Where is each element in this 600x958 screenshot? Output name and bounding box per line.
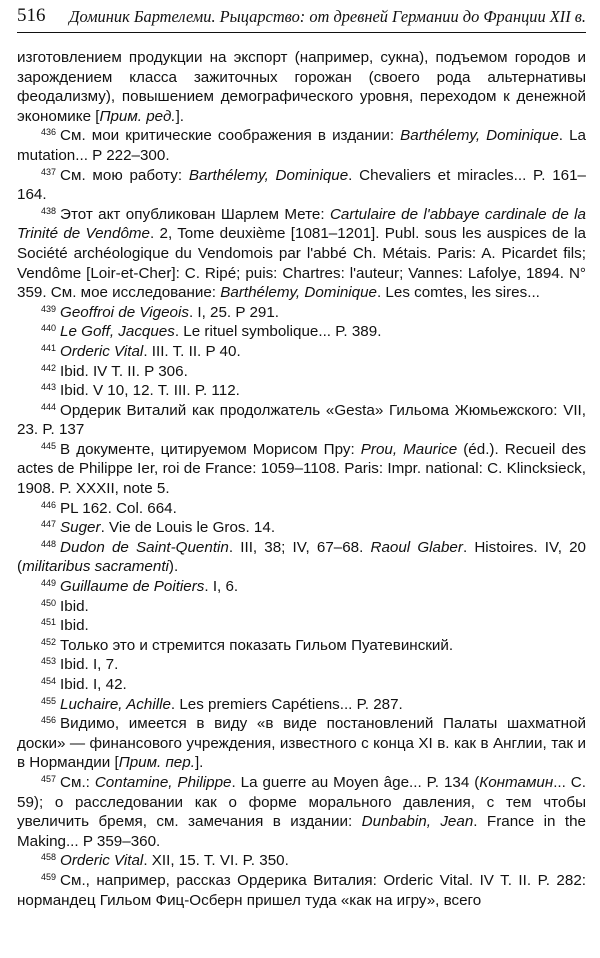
- footnote-number: 459: [41, 871, 57, 882]
- footnote-number: 458: [41, 852, 57, 863]
- footnote-444: [17, 401, 586, 440]
- header-rule: [17, 32, 586, 33]
- running-title: Доминик Бартелеми. Рыцарство: от древней Германии до Франции XII в.: [69, 7, 586, 26]
- footnote-453: [17, 655, 586, 675]
- footnote-452: [17, 636, 586, 656]
- footnote-number: 440: [41, 323, 57, 334]
- italic-segment: Prou, Maurice: [360, 440, 458, 458]
- italic-segment: Guillaume de Poitiers: [60, 578, 205, 596]
- italic-segment: Geoffroi de Vigeois: [60, 303, 189, 321]
- footnote-436: [17, 126, 586, 165]
- italic-segment: Luchaire, Achille: [60, 695, 171, 713]
- text-segment: ).: [168, 558, 179, 576]
- page-header: [17, 6, 586, 30]
- italic-segment: Контамин: [479, 773, 554, 791]
- footnote-448: [17, 538, 586, 577]
- text-segment: . I, 25. P 291.: [188, 303, 280, 321]
- footnote-number: 439: [41, 303, 57, 314]
- italic-segment: Dunbabin, Jean: [361, 813, 474, 831]
- footnote-number: 444: [41, 401, 57, 412]
- footnote-437: [17, 166, 586, 205]
- italic-segment: Barthélemy, Dominique: [220, 284, 377, 302]
- footnote-457: [17, 773, 586, 851]
- text-segment: Видимо, имеется в виду «в виде постановлений Палаты шахматной доски» — финансового учреждения, известного с конца XI в. как в Англии, так и в Нормандии [: [17, 715, 586, 772]
- footnote-439: [17, 303, 586, 323]
- text-segment: Этот акт опубликован Шарлем Мете:: [60, 205, 330, 223]
- text-segment: В документе, цитируемом Морисом Пру:: [60, 440, 361, 458]
- text-segment: ].: [175, 107, 185, 125]
- footnote-number: 443: [41, 382, 57, 393]
- text-segment: PL 162. Col. 664.: [60, 499, 177, 517]
- footnote-450: [17, 597, 586, 617]
- text-segment: Ibid. I, 7.: [60, 656, 119, 674]
- footnote-number: 445: [41, 440, 57, 451]
- text-segment: . Chevaliers et miracles... P. 161–164.: [17, 166, 587, 204]
- footnote-number: 457: [41, 773, 57, 784]
- footnote-454: [17, 675, 586, 695]
- italic-segment: Contamine, Philippe: [94, 773, 232, 791]
- footnote-441: [17, 342, 586, 362]
- footnote-number: 452: [41, 636, 57, 647]
- footnote-number: 447: [41, 519, 57, 530]
- text-segment: Ibid.: [60, 597, 89, 615]
- italic-segment: Raoul Glaber: [370, 538, 463, 556]
- footnote-449: [17, 577, 586, 597]
- text-segment: . Les premiers Capétiens... P. 287.: [170, 695, 403, 713]
- footnote-442: [17, 362, 586, 382]
- footnote-459: [17, 871, 586, 910]
- text-segment: . XII, 15. T. VI. P. 350.: [143, 852, 289, 870]
- continuation-paragraph: [17, 48, 586, 126]
- text-segment: . France in the Making... P 359–360.: [17, 813, 586, 850]
- italic-segment: Barthélemy, Dominique: [400, 127, 559, 145]
- footnote-number: 437: [41, 166, 57, 177]
- italic-segment: Orderic Vital: [60, 342, 144, 360]
- footnote-458: [17, 851, 586, 871]
- text-segment: . III. T. II. P 40.: [143, 342, 241, 360]
- text-segment: ... С. 59); о расследовании как о форме морального давления, с тем чтобы увеличить бремя, см. замечания в издании:: [17, 773, 586, 831]
- italic-segment: Orderic Vital: [60, 852, 144, 870]
- text-segment: . 2, Tome deuxième [1081–1201]. Publ. sous les auspices de la Société archéologique du Vendomois par l'abbé Ch. Métais. Paris: A. Picardet fils; Vendôme [Loir-et-Cher]: C. Ripé; puis: Chartres: l'auteur; Vannes: Lafolye, 1894. N° 359. См. мое исследование:: [17, 225, 586, 302]
- page-number: 516: [17, 5, 46, 26]
- text-segment: изготовлением продукции на экспорт (например, сукна), подъемом городов и зарождением класса зажиточных горожан (своего рода альтернативы феодализму), повышением демографического уровня, переходом к денежной экономике [: [17, 49, 586, 125]
- italic-segment: militaribus sacramenti: [22, 558, 169, 576]
- footnote-number: 448: [41, 538, 57, 549]
- text-segment: . La mutation... P 222–300.: [17, 127, 586, 164]
- footnote-number: 455: [41, 695, 57, 706]
- footnote-447: [17, 518, 586, 538]
- italic-segment: Dudon de Saint-Quentin: [60, 538, 229, 556]
- footnote-number: 438: [41, 205, 57, 216]
- text-segment: См. мою работу:: [60, 166, 189, 184]
- footnote-443: [17, 381, 586, 401]
- footnote-451: [17, 616, 586, 636]
- footnote-number: 451: [41, 617, 57, 628]
- text-segment: Ibid. V 10, 12. T. III. P. 112.: [60, 382, 240, 400]
- text-segment: . Les comtes, les sires...: [376, 284, 540, 302]
- italic-segment: Le Goff, Jacques: [60, 323, 175, 341]
- text-segment: Ордерик Виталий как продолжатель «Gesta» Гильома Жюмьежского: VII, 23. P. 137: [17, 401, 586, 439]
- footnote-number: 456: [41, 715, 57, 726]
- italic-segment: Suger: [60, 519, 101, 537]
- footnotes-body: [17, 48, 586, 910]
- footnote-446: [17, 499, 586, 519]
- footnote-number: 450: [41, 597, 57, 608]
- text-segment: См.:: [60, 773, 95, 791]
- text-segment: См. мои критические соображения в издании:: [60, 127, 401, 145]
- text-segment: . Vie de Louis le Gros. 14.: [100, 519, 276, 537]
- footnote-445: [17, 440, 586, 499]
- text-segment: ].: [194, 754, 204, 772]
- text-segment: . I, 6.: [204, 578, 239, 596]
- italic-segment: Прим. пер.: [118, 754, 195, 772]
- text-segment: Ibid. I, 42.: [60, 676, 127, 693]
- footnote-number: 449: [41, 578, 57, 589]
- footnote-number: 442: [41, 362, 57, 373]
- text-segment: . La guerre au Moyen âge... P. 134 (: [231, 773, 480, 791]
- footnote-number: 436: [41, 127, 57, 138]
- text-segment: Ibid.: [60, 617, 89, 635]
- italic-segment: Barthélemy, Dominique: [188, 166, 349, 184]
- italic-segment: Прим. ред.: [99, 107, 176, 125]
- text-segment: (éd.). Recueil des actes de Philippe Ier, roi de France: 1059–1108. Paris: Impr. national: C. Klincksieck, 1908. P. XXXII, note 5.: [17, 440, 586, 498]
- text-segment: См., например, рассказ Ордерика Виталия: Orderic Vital. IV T. II. P. 282: нормандец Гильом Фиц-Осберн пришел туда «как на игру», всего: [17, 871, 586, 909]
- footnote-438: [17, 205, 586, 303]
- text-segment: . III, 38; IV, 67–68.: [228, 538, 371, 556]
- footnote-440: [17, 322, 586, 342]
- footnote-number: 441: [41, 342, 57, 353]
- text-segment: Только это и стремится показать Гильом Пуатевинский.: [60, 636, 454, 654]
- footnote-number: 454: [41, 676, 57, 686]
- text-segment: Ibid. IV T. II. P 306.: [60, 362, 188, 380]
- text-segment: . Histoires. IV, 20 (: [17, 538, 586, 576]
- footnote-number: 446: [41, 499, 57, 510]
- footnote-number: 453: [41, 656, 57, 667]
- footnote-455: [17, 695, 586, 715]
- footnote-456: [17, 714, 586, 773]
- text-segment: . Le rituel symbolique... P. 389.: [174, 323, 382, 341]
- italic-segment: Cartulaire de l'abbaye cardinale de la Trinité de Vendôme: [17, 205, 587, 243]
